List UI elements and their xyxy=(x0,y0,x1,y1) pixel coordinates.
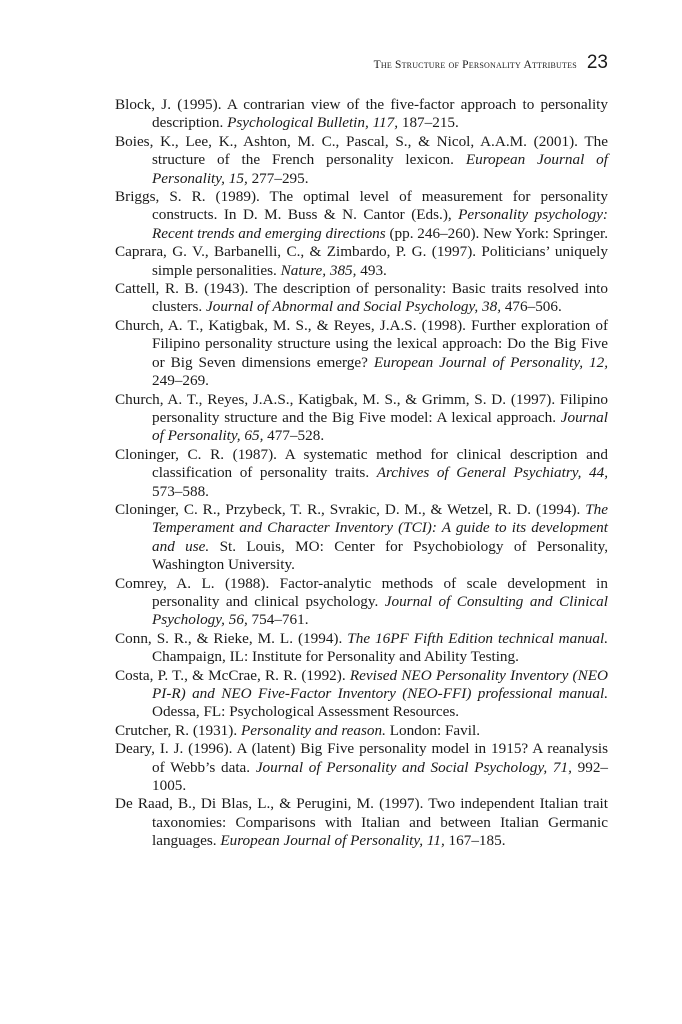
reference-text: Deary, I. J. (1996). A (latent) Big Five personality model in 1915? A reanalysis of Webb’s data. xyxy=(115,740,608,776)
reference-text: Caprara, G. V., Barbanelli, C., & Zimbardo, P. G. (1997). Politicians’ uniquely simple personalities. xyxy=(115,243,608,279)
reference-entry xyxy=(115,740,608,795)
reference-source: Journal of Abnormal and Social Psychology, 38, xyxy=(206,298,502,316)
reference-text: Boies, K., Lee, K., Ashton, M. C., Pascal, S., & Nicol, A.A.M. (2001). The structure of the French personality lexicon. xyxy=(115,132,608,169)
reference-pages: 476–506. xyxy=(501,298,562,316)
reference-pages: 754–761. xyxy=(247,611,309,629)
running-header xyxy=(115,52,608,74)
reference-source: European Journal of Personality, 15, xyxy=(152,151,608,187)
reference-source: The Temperament and Character Inventory (TCI): A guide to its development and use. xyxy=(152,500,608,555)
reference-pages: 167–185. xyxy=(444,832,506,850)
reference-entry xyxy=(115,667,608,722)
reference-pages: 187–215. xyxy=(398,114,459,132)
reference-pages: St. Louis, MO: Center for Psychobiology of Personality, Washington University. xyxy=(152,537,608,574)
reference-text: Cattell, R. B. (1943). The description of personality: Basic traits resolved into clusters. xyxy=(115,280,608,316)
reference-source: European Journal of Personality, 11, xyxy=(220,832,445,850)
reference-text: Crutcher, R. (1931). xyxy=(115,721,241,739)
reference-pages: 992–1005. xyxy=(152,758,608,795)
reference-source: Journal of Personality and Social Psychology, 71, xyxy=(255,758,572,776)
reference-pages: London: Favil. xyxy=(385,721,480,739)
reference-source: Journal of Consulting and Clinical Psychology, 56, xyxy=(152,592,608,629)
reference-source: Personality and reason. xyxy=(240,721,386,739)
reference-text: Block, J. (1995). A contrarian view of the five-factor approach to personality description. xyxy=(115,96,608,132)
reference-pages: 493. xyxy=(356,261,387,279)
reference-entry xyxy=(115,317,608,391)
reference-entry xyxy=(115,391,608,446)
reference-pages: Champaign, IL: Institute for Personality and Ability Testing. xyxy=(152,648,519,666)
reference-entry xyxy=(115,446,608,501)
reference-text: Comrey, A. L. (1988). Factor-analytic methods of scale development in personality and clinical psychology. xyxy=(115,574,608,610)
reference-source: Psychological Bulletin, 117, xyxy=(227,114,399,132)
reference-text: Church, A. T., Reyes, J.A.S., Katigbak, M. S., & Grimm, S. D. (1997). Filipino personality structure and the Big Five model: A lexical approach. xyxy=(115,390,608,426)
reference-source: Journal of Personality, 65, xyxy=(152,408,608,445)
reference-pages: 573–588. xyxy=(152,482,209,500)
reference-source: Revised NEO Personality Inventory (NEO PI-R) and NEO Five-Factor Inventory (NEO-FFI) professional manual. xyxy=(152,666,608,702)
reference-text: Conn, S. R., & Rieke, M. L. (1994). xyxy=(115,629,348,647)
reference-text: Cloninger, C. R. (1987). A systematic method for clinical description and classification of personality traits. xyxy=(115,445,608,482)
reference-entry xyxy=(115,96,608,133)
reference-pages: Odessa, FL: Psychological Assessment Resources. xyxy=(152,703,460,721)
reference-entry xyxy=(115,243,608,280)
reference-text: De Raad, B., Di Blas, L., & Perugini, M. (1997). Two independent Italian trait taxonomies: Comparisons with Italian and between Italian Germanic languages. xyxy=(115,795,608,850)
reference-list xyxy=(115,96,608,851)
reference-entry xyxy=(115,630,608,667)
running-head-title: The Structure of Personality Attributes xyxy=(373,59,577,71)
page-number: 23 xyxy=(586,52,608,73)
reference-pages: 277–295. xyxy=(247,169,309,187)
reference-entry xyxy=(115,280,608,317)
reference-text: Briggs, S. R. (1989). The optimal level of measurement for personality constructs. In D. M. Buss & N. Cantor (Eds.), xyxy=(115,188,608,224)
reference-entry xyxy=(115,501,608,575)
reference-pages: 477–528. xyxy=(263,427,325,445)
reference-entry xyxy=(115,722,608,740)
reference-text: Costa, P. T., & McCrae, R. R. (1992). xyxy=(115,666,350,684)
reference-source: Nature, 385, xyxy=(280,261,357,279)
reference-text: Church, A. T., Katigbak, M. S., & Reyes, J.A.S. (1998). Further exploration of Filipino personality structure using the lexical approach: Do the Big Five or Big Seven dimensions emerge? xyxy=(115,316,608,371)
reference-entry xyxy=(115,795,608,850)
reference-entry xyxy=(115,133,608,188)
reference-entry xyxy=(115,188,608,243)
reference-entry xyxy=(115,575,608,630)
reference-source: Archives of General Psychiatry, 44, xyxy=(376,464,608,482)
reference-source: European Journal of Personality, 12, xyxy=(373,353,608,371)
reference-source: Personality psychology: Recent trends and emerging directions xyxy=(152,206,608,242)
reference-source: The 16PF Fifth Edition technical manual. xyxy=(347,629,609,647)
reference-pages: 249–269. xyxy=(152,372,209,390)
reference-pages: (pp. 246–260). New York: Springer. xyxy=(385,224,608,242)
reference-text: Cloninger, C. R., Przybeck, T. R., Svrakic, D. M., & Wetzel, R. D. (1994). xyxy=(115,500,586,518)
